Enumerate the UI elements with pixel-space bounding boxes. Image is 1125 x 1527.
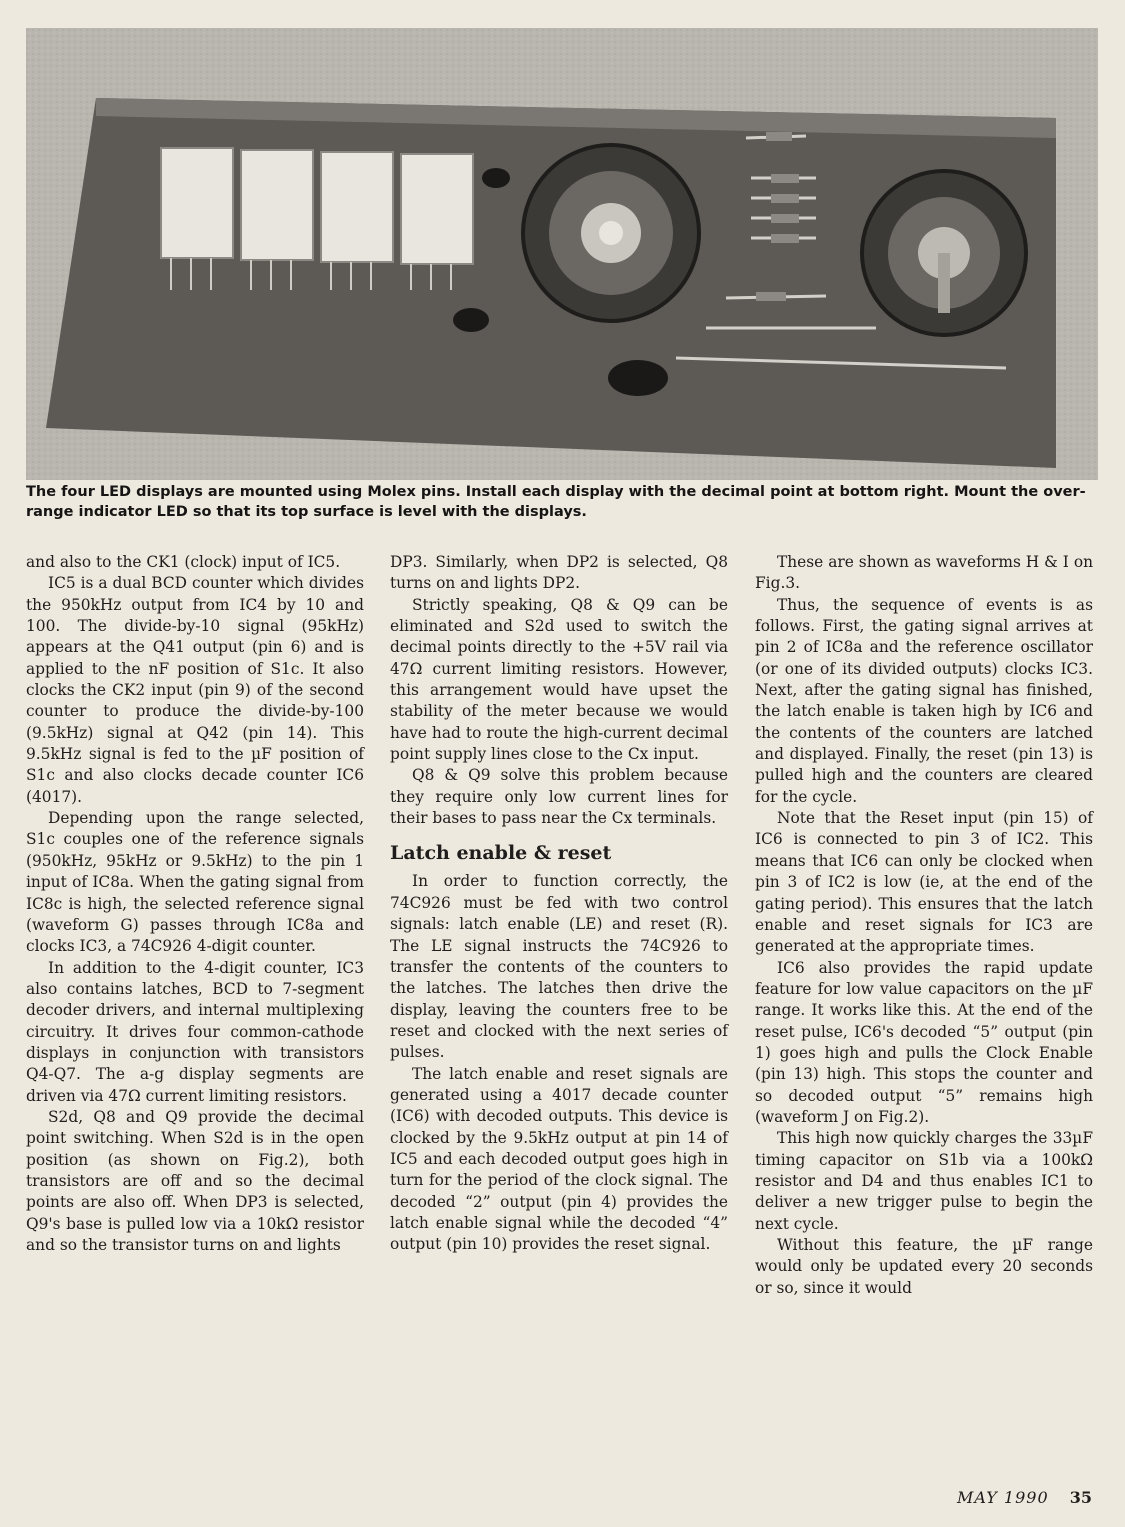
paragraph: In addition to the 4-digit counter, IC3 also contains latches, BCD to 7-segment decoder drivers, and internal multiplexing circuitry. It drives four common-cathode displays in conjunction with transistors Q4-Q7. The a-g display segments are driven via 47Ω current limiting resistors. [26,958,364,1105]
pcb-photo [26,28,1098,480]
paragraph: Strictly speaking, Q8 & Q9 can be eliminated and S2d used to switch the decimal points directly to the +5V rail via 47Ω current limiting resistors. However, this arrangement would have upset the stability of the meter because we would have had to route the high-current decimal point supply lines close to the Cx input. [390,595,728,764]
paragraph: In order to function correctly, the 74C926 must be fed with two control signals: latch enable (LE) and reset (R). The LE signal instructs the 74C926 to transfer the contents of the counters to the latches. The latches then drive the display, leaving the counters free to be reset and clocked with the next series of pulses. [390,872,728,1062]
paragraph: Depending upon the range selected, S1c couples one of the reference signals (950kHz, 95kHz or 9.5kHz) to the pin 1 input of IC8a. When the gating signal from IC8c is high, the selected reference signal (waveform G) passes through IC8a and clocks IC3, a 74C926 4-digit counter. [26,809,364,956]
rotary-switch-right [862,171,1026,335]
column-2 [390,552,728,1256]
paragraph: This high now quickly charges the 33µF timing capacitor on S1b via a 100kΩ resistor and D4 and thus enables IC1 to deliver a new trigger pulse to begin the next cycle. [755,1129,1093,1233]
column-1 [26,552,364,1256]
page-number: 35 [1069,1488,1092,1507]
issue-date: MAY 1990 [956,1488,1049,1507]
section-heading: Latch enable & reset [390,842,612,865]
page-footer [957,1488,1092,1507]
paragraph: Without this feature, the µF range would only be updated every 20 seconds or so, since it would [755,1236,1093,1297]
column-3 [755,552,1093,1299]
paragraph: The latch enable and reset signals are generated using a 4017 decade counter (IC6) with decoded outputs. This device is clocked by the 9.5kHz output at pin 14 of IC5 and each decoded output goes high in turn for the period of the clock signal. The decoded “2” output (pin 4) provides the latch enable signal while the decoded “4” output (pin 10) provides the reset signal. [390,1064,728,1254]
paragraph: IC5 is a dual BCD counter which divides the 950kHz output from IC4 by 10 and 100. The divide-by-10 signal (95kHz) appears at the Q41 output (pin 6) and is applied to the nF position of S1c. It also clocks the CK2 input (pin 9) of the second counter to produce the divide-by-100 (9.5kHz) signal at Q42 (pin 14). This 9.5kHz signal is fed to the µF position of S1c and also clocks decade counter IC6 (4017). [26,574,364,806]
paragraph: Thus, the sequence of events is as follows. First, the gating signal arrives at pin 2 of IC8a and the reference oscillator (or one of its divided outputs) clocks IC3. Next, after the gating signal has finished, the latch enable is taken high by IC6 and the contents of the counters are latched and displayed. Finally, the reset (pin 13) is pulled high and the counters are cleared for the cycle. [755,595,1093,806]
paragraph: These are shown as waveforms H & I on Fig.3. [755,553,1093,593]
paragraph: S2d, Q8 and Q9 provide the decimal point switching. When S2d is in the open position (as shown on Fig.2), both transistors are off and so the decimal points are also off. When DP3 is selected, Q9's base is pulled low via a 10kΩ resistor and so the transistor turns on and lights [26,1107,364,1254]
paragraph: IC6 also provides the rapid update feature for low value capacitors on the µF range. It works like this. At the end of the reset pulse, IC6's decoded “5” output (pin 1) goes high and pulls the Clock Enable (pin 13) high. This stops the counter and so decoded output “5” remains high (waveform J on Fig.2). [755,958,1093,1126]
photo-caption: The four LED displays are mounted using Molex pins. Install each display with the decimal point at bottom right. Mount the over-range indicator LED so that its top surface is level with the displays. [26,484,1086,520]
paragraph: and also to the CK1 (clock) input of IC5. [26,553,341,571]
paragraph: Q8 & Q9 solve this problem because they require only low current lines for their bases to pass near the Cx terminals. [390,766,728,828]
paragraph: DP3. Similarly, when DP2 is selected, Q8 turns on and lights DP2. [390,553,728,593]
paragraph: Note that the Reset input (pin 15) of IC6 is connected to pin 3 of IC2. This means that IC6 can only be clocked when pin 3 of IC2 is low (ie, at the end of the gating period). This ensures that the latch enable and reset signals for IC3 are generated at the appropriate times. [755,809,1093,956]
rotary-switch-left [523,145,699,321]
